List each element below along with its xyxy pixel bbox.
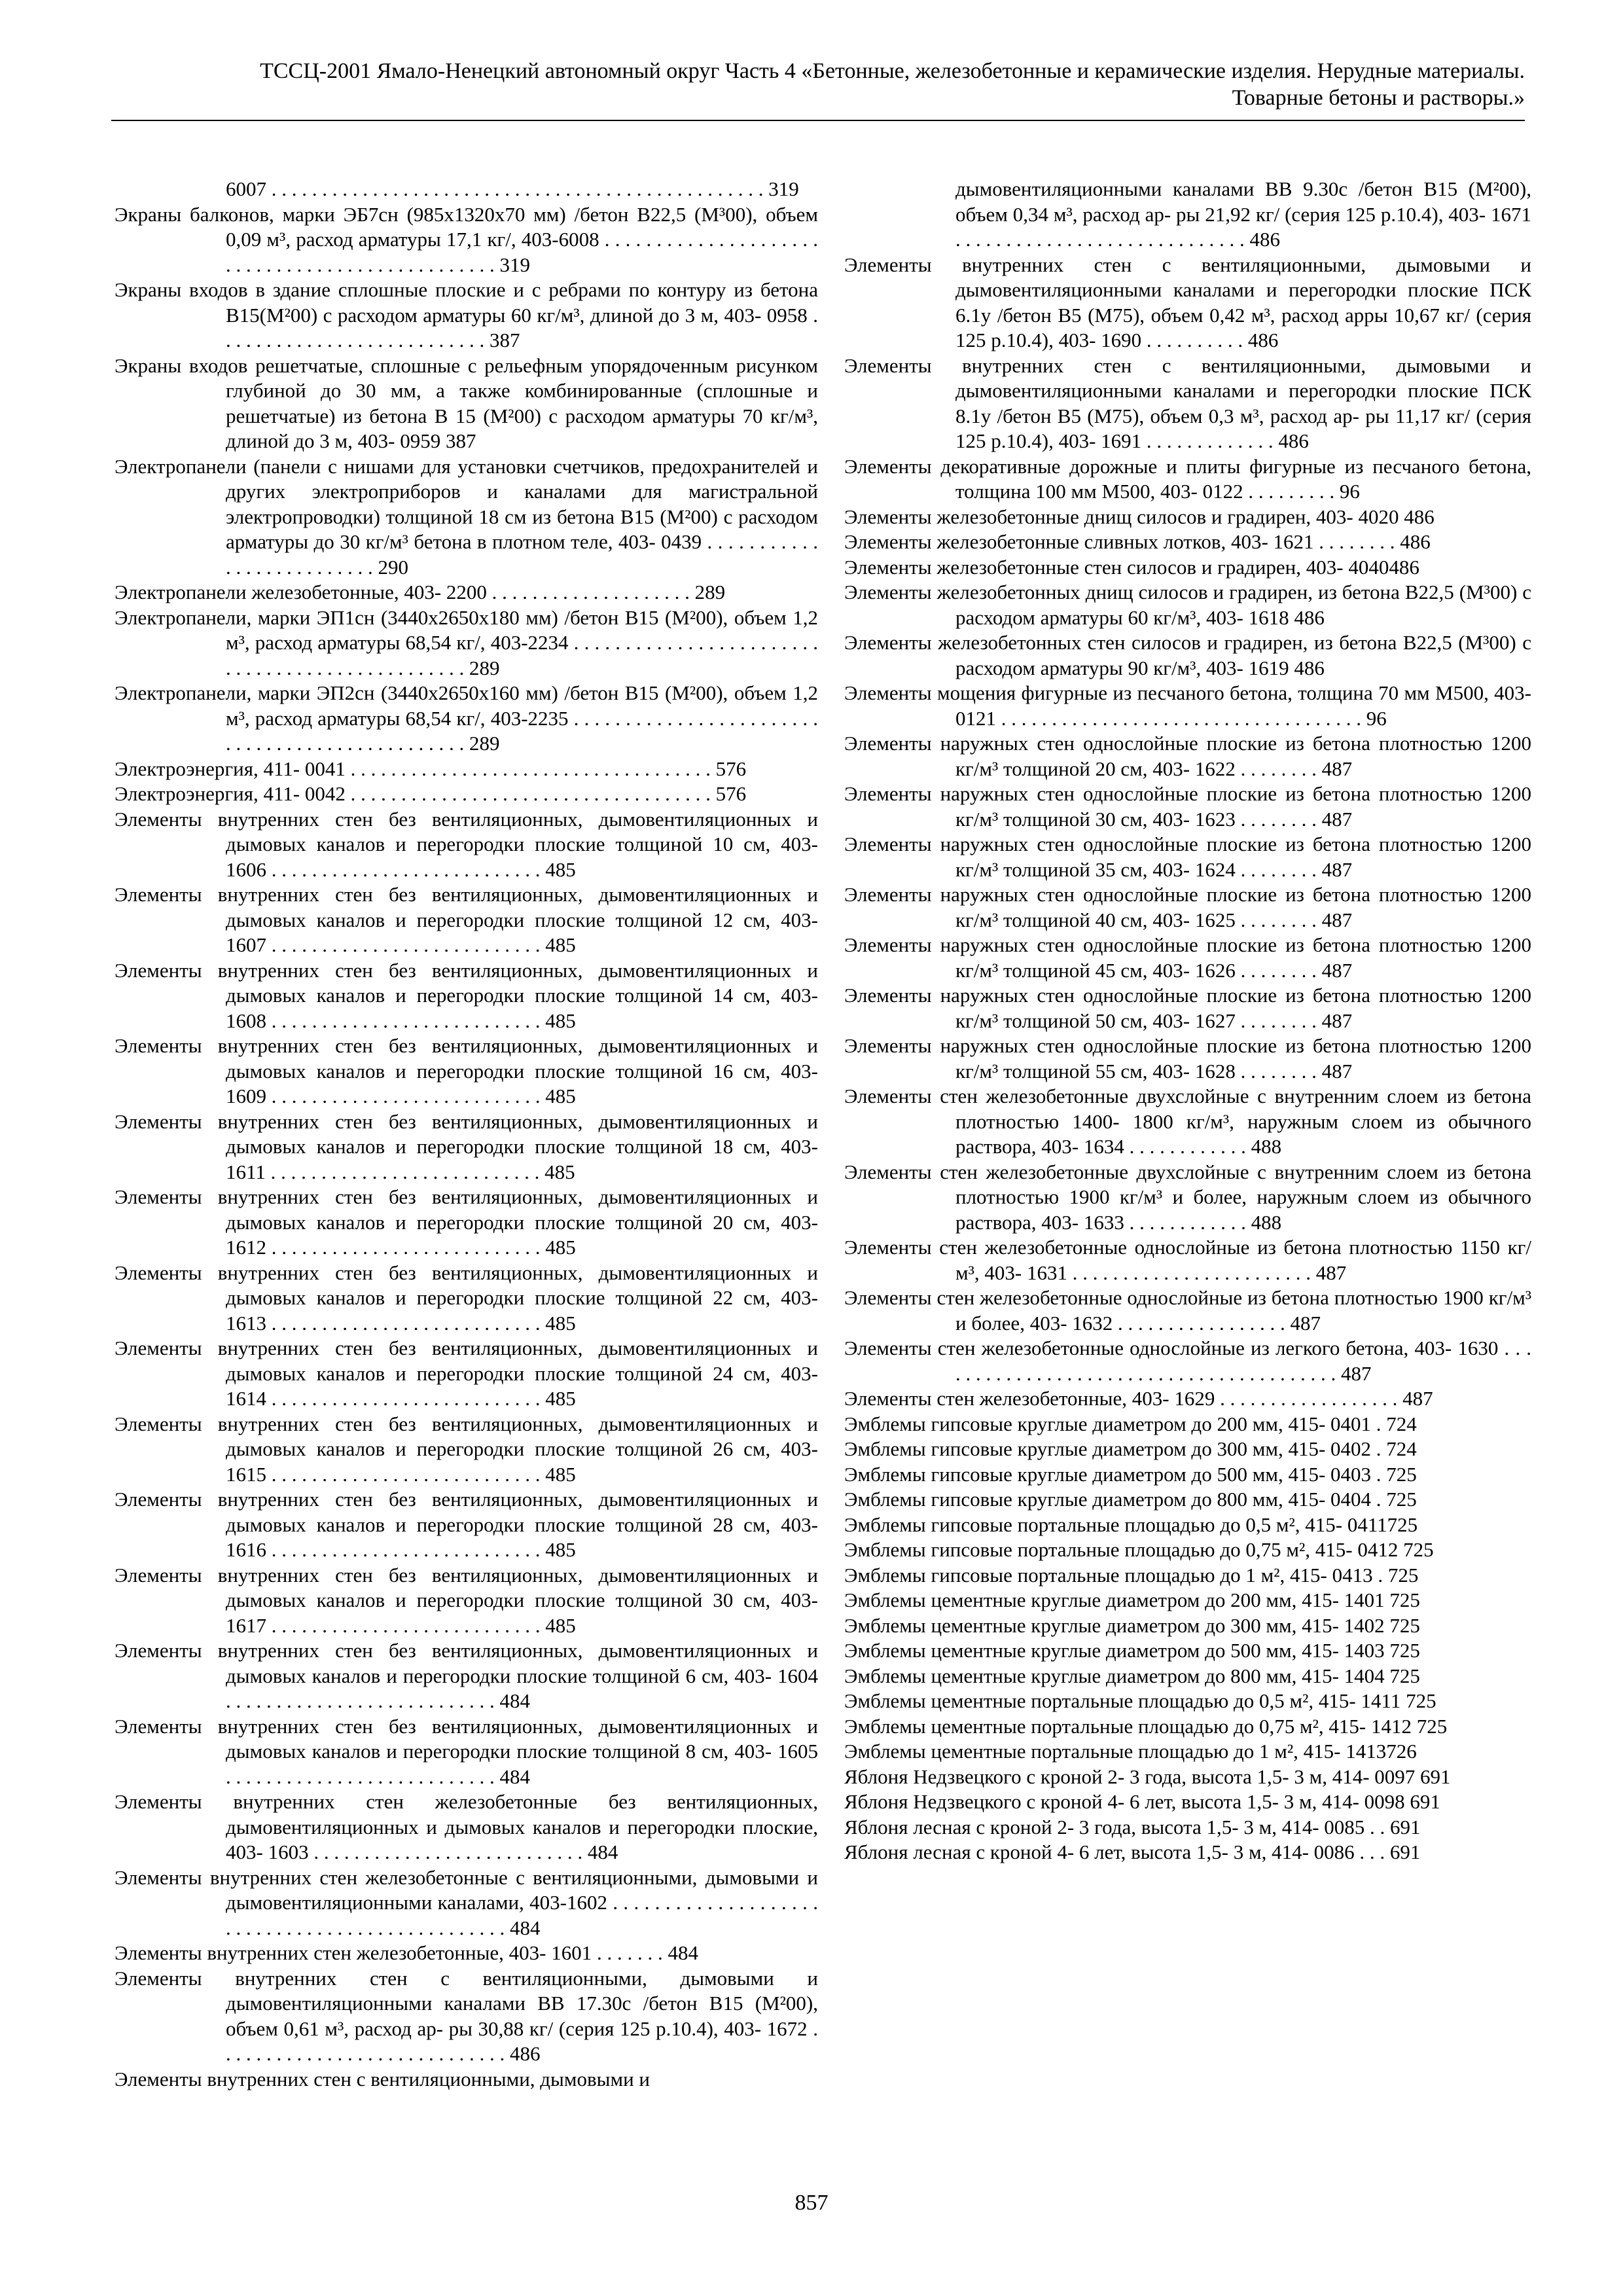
- index-entry-text: Эмблемы цементные круглые диаметром до 200 мм, 415- 1401 725: [844, 1588, 1420, 1611]
- index-entry-page: 725: [1386, 1488, 1417, 1511]
- index-entry-text: Элементы стен железобетонные двухслойные с внутренним слоем из бетона плотностью 1400- 1800 кг/м³, наружным слоем из обычного раствора, 403- 1634: [844, 1085, 1531, 1158]
- leader-dots: . . . . . . . . . . . . . . . . . .: [1215, 1387, 1403, 1410]
- index-entry: [115, 1185, 818, 1261]
- index-entry-page: 484: [668, 1941, 699, 1964]
- index-entry-page: 289: [469, 656, 500, 679]
- index-entry-text: Элементы наружных стен однослойные плоские из бетона плотностью 1200 кг/м³ толщиной 40 см, 403- 1625: [844, 883, 1531, 931]
- index-entry: [844, 1638, 1531, 1664]
- index-entry-page: 487: [1321, 1059, 1353, 1083]
- index-entry-text: Электропанели (панели с нишами для установки счетчиков, предохранителей и других электроприборов и каналами для магистральной электропроводки) толщиной 18 см из бетона В15 (М²00) с расходом арматуры до 30 кг/м³ бетона в плотном теле, 403- 0439: [115, 454, 818, 553]
- index-entry-text: Эмблемы цементные круглые диаметром до 500 мм, 415- 1403 725: [844, 1639, 1420, 1662]
- index-entry: [844, 1285, 1531, 1336]
- index-entry: [115, 958, 818, 1034]
- leader-dots: .: [1371, 1462, 1387, 1486]
- leader-dots: . . . . . . . .: [1235, 807, 1322, 831]
- index-entry-text: Элементы наружных стен однослойные плоские из бетона плотностью 1200 кг/м³ толщиной 35 см, 403- 1624: [844, 833, 1531, 881]
- leader-dots: . . . . . . . . . . . . . . . . . . . . . . . . . . .: [266, 1538, 546, 1561]
- index-entry: [115, 1487, 818, 1563]
- index-entry-text: Экраны входов в здание сплошные плоские и с ребрами по контуру из бетона В15(М²00) с расходом арматуры 60 кг/м³, длиной до 3 м, 403- 0958: [115, 278, 818, 327]
- index-entry: [115, 1261, 818, 1336]
- index-entry: [115, 757, 818, 782]
- index-entry-text: Элементы внутренних стен с вентиляционными, дымовыми и дымовентиляционными каналами и перегородки плоские ПСК 8.1у /бетон В5 (М75), объем 0,3 м³, расход ар- ры 11,17 кг/ (серия 125 р.10.4), 403- 1691: [844, 353, 1531, 452]
- index-entry-page: 319: [768, 177, 799, 200]
- index-entry: [115, 1336, 818, 1412]
- index-entry: [844, 983, 1531, 1033]
- index-entry-text: Эмблемы гипсовые круглые диаметром до 800 мм, 415- 0404: [844, 1488, 1372, 1511]
- index-entry-text: Элементы внутренних стен без вентиляционных, дымовентиляционных и дымовых каналов и перегородки плоские толщиной 12 см, 403- 1607: [115, 883, 818, 956]
- index-entry-text: Электроэнергия, 411- 0041: [115, 757, 346, 780]
- index-entry: [115, 1966, 818, 2067]
- index-entry-text: Элементы наружных стен однослойные плоские из бетона плотностью 1200 кг/м³ толщиной 50 см, 403- 1627: [844, 984, 1531, 1032]
- index-entry: [844, 1765, 1531, 1790]
- leader-dots: . . . . . . . . . . . .: [1124, 1210, 1251, 1234]
- leader-dots: . . . . . . . .: [1235, 1009, 1322, 1032]
- leader-dots: . . . . . . . . . . . . . . . . . . . . . . . . . . . . .: [226, 2017, 818, 2065]
- index-entry: [115, 353, 818, 454]
- index-entry-text: Элементы внутренних стен с вентиляционными, дымовыми и дымовентиляционными каналами и перегородки плоские ПСК 6.1у /бетон В5 (М75), объем 0,42 м³, расход арры 10,67 кг/ (серия 125 р.10.4), 403- 1690: [844, 253, 1531, 351]
- index-entry-page: 576: [715, 782, 747, 805]
- index-entry-text: Элементы внутренних стен железобетонные с вентиляционными, дымовыми и дымовентиляционными каналами, 403-1602: [115, 1865, 818, 1914]
- index-entry-text: Эмблемы цементные портальные площадью до 0,5 м², 415- 1411 725: [844, 1689, 1436, 1712]
- index-entry-text: Элементы наружных стен однослойные плоские из бетона плотностью 1200 кг/м³ толщиной 45 см, 403- 1626: [844, 933, 1531, 982]
- index-entry-text: Эмблемы гипсовые круглые диаметром до 200 мм, 415- 0401: [844, 1412, 1372, 1435]
- index-entry-text: Элементы железобетонные стен силосов и градирен, 403- 4040486: [844, 555, 1419, 579]
- index-entry-page: 576: [715, 757, 747, 780]
- index-entry: [115, 1563, 818, 1639]
- index-entry-page: 487: [1290, 1311, 1321, 1335]
- index-entry-text: Элементы внутренних стен без вентиляционных, дымовентиляционных и дымовых каналов и перегородки плоские толщиной 6 см, 403- 1604: [115, 1639, 818, 1687]
- leader-dots: . . . . . . . . . . . . . . . . . . . . . . . . . . . . . . . . . . . . . . . . . . . . . . . .: [226, 706, 818, 755]
- leader-dots: . . . . . . . .: [1235, 958, 1322, 982]
- index-entry: [844, 1689, 1531, 1714]
- index-entry: [844, 933, 1531, 983]
- leader-dots: . . . . . . . . . . . . . . . . . . . . . . . . . . .: [226, 1689, 500, 1712]
- index-entry-page: 485: [545, 1236, 576, 1259]
- index-entry: [115, 580, 818, 605]
- leader-dots: .: [1371, 1488, 1387, 1511]
- index-entry-page: 485: [545, 1613, 576, 1637]
- index-entry-text: Эмблемы цементные портальные площадью до 0,75 м², 415- 1412 725: [844, 1714, 1448, 1738]
- index-entry-page: 485: [545, 1311, 576, 1335]
- index-entry-text: Элементы внутренних стен без вентиляционных, дымовентиляционных и дымовых каналов и перегородки плоские толщиной 14 см, 403- 1608: [115, 958, 818, 1032]
- index-entry-text: Эмблемы цементные круглые диаметром до 800 мм, 415- 1404 725: [844, 1664, 1420, 1687]
- index-entry: [115, 1033, 818, 1109]
- index-entry-text: Яблоня Недзвецкого с кроной 4- 6 лет, высота 1,5- 3 м, 414- 0098 691: [844, 1790, 1440, 1813]
- index-entry-text: Яблоня лесная с кроной 4- 6 лет, высота 1,5- 3 м, 414- 0086: [844, 1840, 1355, 1863]
- index-entry-page: 724: [1386, 1437, 1417, 1460]
- index-entry-page: 96: [1339, 480, 1360, 503]
- index-entry: [115, 1412, 818, 1488]
- index-entry: [844, 1537, 1531, 1563]
- index-entry-text: Элементы внутренних стен железобетонные без вентиляционных, дымовентиляционных и дымовых каналов и перегородки плоские, 403- 1603: [115, 1790, 818, 1863]
- leader-dots: . . . . . . . . . . . . . . . . . . . . . . . . . . . . . . . . . . . . . . . . . . . . . . . .: [226, 228, 818, 276]
- index-entry-text: Элементы внутренних стен без вентиляционных, дымовентиляционных и дымовых каналов и перегородки плоские толщиной 16 см, 403- 1609: [115, 1034, 818, 1107]
- index-entry-text: Эмблемы гипсовые круглые диаметром до 300 мм, 415- 0402: [844, 1437, 1372, 1460]
- leader-dots: . . . . . . . . . . . . . . . . . . . . . . . . . . .: [226, 303, 819, 351]
- leader-dots: . . . . . . . . . . . . . . . . . . . . . . . . . . .: [266, 1085, 546, 1107]
- index-entry-text: Эмблемы гипсовые портальные площадью до 1 м², 415- 0413: [844, 1563, 1373, 1587]
- index-entry: [844, 1437, 1531, 1462]
- index-entry-page: 487: [1321, 757, 1353, 780]
- leader-dots: . . . . . . . . . . . . . . . . . . . . . . . . . . .: [266, 1236, 546, 1259]
- index-entry-page: 387: [490, 329, 520, 351]
- index-entry-text: Элементы стен железобетонные, 403- 1629: [844, 1387, 1215, 1410]
- index-entry-text: Элементы внутренних стен без вентиляционных, дымовентиляционных и дымовых каналов и перегородки плоские толщиной 18 см, 403- 1611: [115, 1109, 818, 1183]
- index-entry-text: Элементы железобетонные днищ силосов и градирен, 403- 4020 486: [844, 505, 1435, 528]
- index-entry-page: 487: [1321, 958, 1353, 982]
- index-entry-text: Экраны балконов, марки ЭБ7сн (985x1320x70 мм) /бетон В22,5 (М³00), объем 0,09 м³, расход арматуры 17,1 кг/, 403-6008: [115, 202, 818, 251]
- index-entry-page: 485: [545, 1387, 576, 1410]
- index-entry: [115, 1714, 818, 1790]
- leader-dots: . . . . . . . . . . . . . . . . . . . . . . . . . . . . . . . . . . . .: [345, 782, 716, 805]
- index-entry-page: 484: [587, 1840, 618, 1863]
- index-entry-text: Яблоня лесная с кроной 2- 3 года, высота 1,5- 3 м, 414- 0085: [844, 1815, 1365, 1839]
- index-entry: [844, 1664, 1531, 1689]
- index-entry-text: Электропанели, марки ЭП2сн (3440x2650x160 мм) /бетон В15 (М²00), объем 1,2 м³, расход арматуры 68,54 кг/, 403-2235: [115, 681, 818, 730]
- index-entry: [844, 1714, 1531, 1740]
- index-entry: [844, 630, 1531, 681]
- index-entry: [844, 1487, 1531, 1513]
- index-entry: [844, 882, 1531, 933]
- index-entry: [844, 1336, 1531, 1386]
- index-entry-page: 486: [1400, 530, 1431, 553]
- index-entry-page: 487: [1341, 1361, 1372, 1385]
- index-entry-text: Элементы железобетонные сливных лотков, 403- 1621: [844, 530, 1314, 553]
- index-entry: [844, 529, 1531, 555]
- leader-dots: .: [1372, 1563, 1388, 1587]
- index-entry: [844, 353, 1531, 454]
- index-entry: [844, 681, 1531, 731]
- index-entry-text: Эмблемы гипсовые портальные площадью до 0,75 м², 415- 0412 725: [844, 1538, 1434, 1561]
- leader-dots: . . . . . . . . . . . . . . . . . . . . . . . . . . . . . . . . . . . . . . . . .: [955, 1336, 1531, 1385]
- index-entry-page: 485: [545, 1538, 576, 1561]
- leader-dots: . . . . . . . . . . . . . . . . .: [1113, 1311, 1291, 1335]
- index-entry-page: 691: [1389, 1840, 1421, 1863]
- index-entry: [115, 1941, 818, 1966]
- leader-dots: . . . . . . . .: [1235, 857, 1322, 881]
- leader-dots: .: [1371, 1412, 1387, 1435]
- index-column-right: [844, 177, 1531, 1865]
- leader-dots: . . . . . . . . . . . . . . . . . . . .: [486, 581, 695, 603]
- leader-dots: . . . . . . . . . . . . . . . . . . . . . . . . . . .: [226, 1765, 500, 1788]
- index-entry: [115, 681, 818, 757]
- index-entry: [844, 1235, 1531, 1285]
- leader-dots: .: [1371, 1437, 1387, 1460]
- index-entry: [115, 278, 818, 353]
- index-entry-page: 319: [499, 253, 530, 276]
- index-entry-text: Элементы стен железобетонные двухслойные с внутренним слоем из бетона плотностью 1900 кг/м³ и более, наружным слоем из обычного раствора, 403- 1633: [844, 1160, 1531, 1234]
- leader-dots: . . . . . . . . . . . . . . . . . . . . . . . . . . .: [266, 857, 546, 881]
- leader-dots: . . . . . . . . . . . . . . . . . . . . . . . . . . .: [266, 1387, 546, 1410]
- index-entry: [115, 1865, 818, 1941]
- index-entry: [844, 1789, 1531, 1815]
- index-entry: [844, 1033, 1531, 1084]
- index-entry-page: 486: [1278, 429, 1309, 452]
- index-entry: [844, 555, 1531, 581]
- leader-dots: . . . . . . . . . . . . . . . . . . . . . . . . . . . . . . . . . . . . . . . . . . . . . . . . .: [266, 177, 769, 200]
- index-entry-text: Элементы стен железобетонные однослойные из бетона плотностью 1900 кг/м³ и более, 403- 1632: [844, 1286, 1531, 1335]
- index-entry-text: Электропанели железобетонные, 403- 2200: [115, 581, 487, 603]
- index-entry-text: Элементы наружных стен однослойные плоские из бетона плотностью 1200 кг/м³ толщиной 30 см, 403- 1623: [844, 782, 1531, 831]
- running-header: [111, 58, 1525, 111]
- index-entry: [844, 1563, 1531, 1588]
- index-entry-page: 487: [1321, 857, 1353, 881]
- index-entry: [844, 731, 1531, 781]
- leader-dots: . . . . . . .: [592, 1941, 668, 1964]
- index-entry: [844, 177, 1531, 253]
- leader-dots: . . . . . . . . . .: [1141, 329, 1248, 351]
- index-entry-page: 487: [1321, 908, 1353, 931]
- leader-dots: . . . . . . . . .: [1243, 480, 1340, 503]
- header-line-1: ТССЦ-2001 Ямало-Ненецкий автономный округ Часть 4 «Бетонные, железобетонные и керамические изделия. Нерудные материалы.: [260, 59, 1525, 83]
- index-entry-text: Элементы стен железобетонные однослойные из легкого бетона, 403- 1630: [844, 1336, 1499, 1359]
- index-entry-text: Элементы внутренних стен с вентиляционными, дымовыми и дымовентиляционными каналами ВВ 17.30с /бетон В15 (М²00), объем 0,61 м³, расход ар- ры 30,88 кг/ (серия 125 р.10.4), 403- 1672: [115, 1966, 818, 2040]
- index-entry-text: Элементы наружных стен однослойные плоские из бетона плотностью 1200 кг/м³ толщиной 20 см, 403- 1622: [844, 732, 1531, 780]
- index-entry-text: Элементы внутренних стен без вентиляционных, дымовентиляционных и дымовых каналов и перегородки плоские толщиной 26 см, 403- 1615: [115, 1412, 818, 1486]
- index-entry-page: 488: [1251, 1210, 1282, 1234]
- leader-dots: . . . . . . . . . . . . . . . . . . . . . . . . . . .: [266, 1462, 546, 1486]
- leader-dots: . . . . . . . . . . . . . . . . . . . . . . . . . . .: [266, 933, 546, 956]
- index-entry-text: Элементы внутренних стен без вентиляционных, дымовентиляционных и дымовых каналов и перегородки плоские толщиной 20 см, 403- 1612: [115, 1185, 818, 1259]
- leader-dots: . . . . . . . . . . . . . . . . . . . . . . . . . . .: [266, 1311, 546, 1335]
- index-entry: [115, 781, 818, 807]
- index-entry-text: Эмблемы цементные круглые диаметром до 300 мм, 415- 1402 725: [844, 1613, 1420, 1637]
- index-entry-text: Эмблемы гипсовые портальные площадью до 0,5 м², 415- 0411725: [844, 1513, 1418, 1536]
- index-entry: [115, 807, 818, 883]
- leader-dots: . . . . . . . . . . . . . . . . . . . . . . . . . . . . . . . . . . . . . . . . . . . . . . . .: [226, 631, 818, 679]
- index-entry: [115, 454, 818, 581]
- index-entry-text: Экраны входов решетчатые, сплошные с рельефным упорядоченным рисунком глубиной до 30 мм, а также комбинированные (сплошные и решетчатые) из бетона В 15 (М²00) с расходом арматуры 70 кг/м³, длиной до 3 м, 403- 0959 387: [115, 353, 818, 452]
- index-entry-page: 486: [1249, 228, 1280, 251]
- index-entry-page: 485: [545, 1462, 576, 1486]
- leader-dots: . . . . . . . . . . . . .: [1141, 429, 1279, 452]
- index-entry-text: Эмблемы гипсовые круглые диаметром до 500 мм, 415- 0403: [844, 1462, 1372, 1486]
- index-entry-page: 486: [1247, 329, 1279, 351]
- index-entry: [844, 1739, 1531, 1765]
- index-entry-text: Элементы внутренних стен без вентиляционных, дымовентиляционных и дымовых каналов и перегородки плоские толщиной 8 см, 403- 1605: [115, 1714, 818, 1763]
- index-entry-text: Элементы внутренних стен железобетонные, 403- 1601: [115, 1941, 592, 1964]
- index-entry: [115, 202, 818, 278]
- index-entry-page: 485: [544, 1160, 575, 1183]
- index-entry-text: Элементы железобетонных днищ силосов и градирен, из бетона В22,5 (М³00) с расходом арматуры 60 кг/м³, 403- 1618 486: [844, 581, 1531, 629]
- leader-dots: . . . . . . . .: [1235, 757, 1322, 780]
- index-entry-text: дымовентиляционными каналами ВВ 9.30с /бетон В15 (М²00), объем 0,34 м³, расход ар- ры 21,92 кг/ (серия 125 р.10.4), 403- 1671: [955, 177, 1531, 226]
- leader-dots: . . . . . . . .: [1235, 908, 1322, 931]
- index-entry-text: Элементы стен железобетонные однослойные из бетона плотностью 1150 кг/м³, 403- 1631: [844, 1236, 1531, 1284]
- index-entry: [844, 1588, 1531, 1613]
- index-entry: [844, 832, 1531, 882]
- index-entry-page: 485: [545, 1085, 576, 1107]
- index-entry: [115, 1638, 818, 1714]
- leader-dots: . . . . . . . . . . . . . . . . . . . . . . . . . . . . .: [955, 228, 1250, 251]
- leader-dots: . . .: [1354, 1840, 1390, 1863]
- leader-dots: . . . . . . . . . . . . . . . . . . . . . . . . . . . . . . . . . . . .: [996, 706, 1366, 730]
- index-entry-page: 487: [1402, 1387, 1433, 1410]
- header-line-2: Товарные бетоны и растворы.»: [1232, 86, 1525, 110]
- index-entry: [844, 1084, 1531, 1160]
- leader-dots: . . . . . . . . . . . . . . . . . . . . . . . . . . .: [266, 1009, 546, 1032]
- index-entry: [115, 2067, 818, 2092]
- index-entry-text: Элементы внутренних стен с вентиляционными, дымовыми и: [115, 2067, 651, 2090]
- leader-dots: . . . . . . . . . . . .: [1124, 1135, 1251, 1158]
- index-entry-text: 6007: [226, 177, 266, 200]
- index-entry: [115, 1109, 818, 1185]
- index-entry-text: Элементы внутренних стен без вентиляционных, дымовентиляционных и дымовых каналов и перегородки плоские толщиной 22 см, 403- 1613: [115, 1261, 818, 1335]
- index-entry-page: 487: [1321, 1009, 1353, 1032]
- index-entry-page: 289: [694, 581, 726, 603]
- leader-dots: . . . . . . . . . . . . . . . . . . . . . . . . . . . . . . . . . . . .: [345, 757, 716, 780]
- index-entry-text: Электроэнергия, 411- 0042: [115, 782, 346, 805]
- index-entry: [844, 1613, 1531, 1639]
- index-entry-page: 725: [1387, 1563, 1419, 1587]
- index-entry: [844, 454, 1531, 505]
- index-entry-page: 487: [1321, 807, 1353, 831]
- index-entry-page: 485: [545, 1009, 576, 1032]
- index-entry: [115, 177, 818, 202]
- index-entry: [844, 1840, 1531, 1865]
- index-entry: [844, 1462, 1531, 1488]
- index-entry-text: Электропанели, марки ЭП1сн (3440x2650x180 мм) /бетон В15 (М²00), объем 1,2 м³, расход арматуры 68,54 кг/, 403-2234: [115, 605, 818, 654]
- index-entry-page: 484: [499, 1765, 530, 1788]
- index-entry-page: 488: [1251, 1135, 1282, 1158]
- index-entry: [115, 605, 818, 681]
- index-entry: [844, 1513, 1531, 1538]
- index-entry-text: Яблоня Недзвецкого с кроной 2- 3 года, высота 1,5- 3 м, 414- 0097 691: [844, 1765, 1451, 1788]
- header-rule: [111, 120, 1525, 121]
- index-entry-page: 486: [510, 2042, 541, 2065]
- index-entry-text: Элементы железобетонных стен силосов и градирен, из бетона В22,5 (М³00) с расходом арматуры 90 кг/м³, 403- 1619 486: [844, 631, 1531, 679]
- index-entry-text: Элементы декоративные дорожные и плиты фигурные из песчаного бетона, толщина 100 мм М500, 403- 0122: [844, 454, 1531, 503]
- index-entry-page: 484: [499, 1689, 530, 1712]
- index-entry-text: Элементы внутренних стен без вентиляционных, дымовентиляционных и дымовых каналов и перегородки плоские толщиной 28 см, 403- 1616: [115, 1488, 818, 1561]
- index-entry-page: 725: [1386, 1462, 1417, 1486]
- leader-dots: . . . . . . . . . . . . . . . . . . . . . . . . . . . . . . . . . . . . . . . . . . . . . . . .: [226, 1891, 818, 1939]
- leader-dots: . . . . . . . . . . . . . . . . . . . . . . . .: [1067, 1261, 1316, 1284]
- index-entry: [844, 1386, 1531, 1412]
- index-entry: [115, 1789, 818, 1865]
- page-number: 857: [794, 2191, 829, 2215]
- index-entry-page: 484: [510, 1916, 541, 1939]
- leader-dots: . . . . . . . . . . . . . . . . . . . . . . . . . . .: [265, 1160, 545, 1183]
- index-entry-text: Элементы наружных стен однослойные плоские из бетона плотностью 1200 кг/м³ толщиной 55 см, 403- 1628: [844, 1034, 1531, 1083]
- index-entry-page: 724: [1386, 1412, 1417, 1435]
- leader-dots: . . . . . . . .: [1235, 1059, 1322, 1083]
- index-entry-text: Элементы внутренних стен без вентиляционных, дымовентиляционных и дымовых каналов и перегородки плоские толщиной 24 см, 403- 1614: [115, 1336, 818, 1410]
- index-entry-page: 485: [545, 857, 576, 881]
- index-entry-text: Элементы внутренних стен без вентиляционных, дымовентиляционных и дымовых каналов и перегородки плоские толщиной 10 см, 403- 1606: [115, 807, 818, 881]
- index-entry-page: 487: [1315, 1261, 1347, 1284]
- index-entry-text: Элементы мощения фигурные из песчаного бетона, толщина 70 мм М500, 403- 0121: [844, 681, 1531, 730]
- index-entry: [844, 1412, 1531, 1437]
- leader-dots: . .: [1364, 1815, 1391, 1839]
- leader-dots: . . . . . . . . . . . . . . . . . . . . . . . . . .: [226, 530, 818, 579]
- index-entry-text: Элементы внутренних стен без вентиляционных, дымовентиляционных и дымовых каналов и перегородки плоские толщиной 30 см, 403- 1617: [115, 1563, 818, 1637]
- index-column-left: [115, 177, 818, 2092]
- index-entry: [115, 882, 818, 958]
- index-entry: [844, 253, 1531, 353]
- leader-dots: . . . . . . . .: [1313, 530, 1400, 553]
- index-entry: [844, 580, 1531, 630]
- index-entry-page: 289: [469, 732, 500, 755]
- index-entry: [844, 505, 1531, 530]
- leader-dots: . . . . . . . . . . . . . . . . . . . . . . . . . . .: [266, 1613, 546, 1637]
- index-entry-page: 290: [378, 555, 408, 579]
- index-entry-page: 691: [1390, 1815, 1421, 1839]
- index-entry: [844, 781, 1531, 832]
- index-entry-page: 485: [545, 933, 576, 956]
- leader-dots: . . . . . . . . . . . . . . . . . . . . . . . . . . .: [308, 1840, 588, 1863]
- index-entry: [844, 1815, 1531, 1840]
- index-entry: [844, 1160, 1531, 1236]
- index-entry-text: Эмблемы цементные портальные площадью до 1 м², 415- 1413726: [844, 1740, 1417, 1763]
- index-entry-page: 96: [1366, 706, 1387, 730]
